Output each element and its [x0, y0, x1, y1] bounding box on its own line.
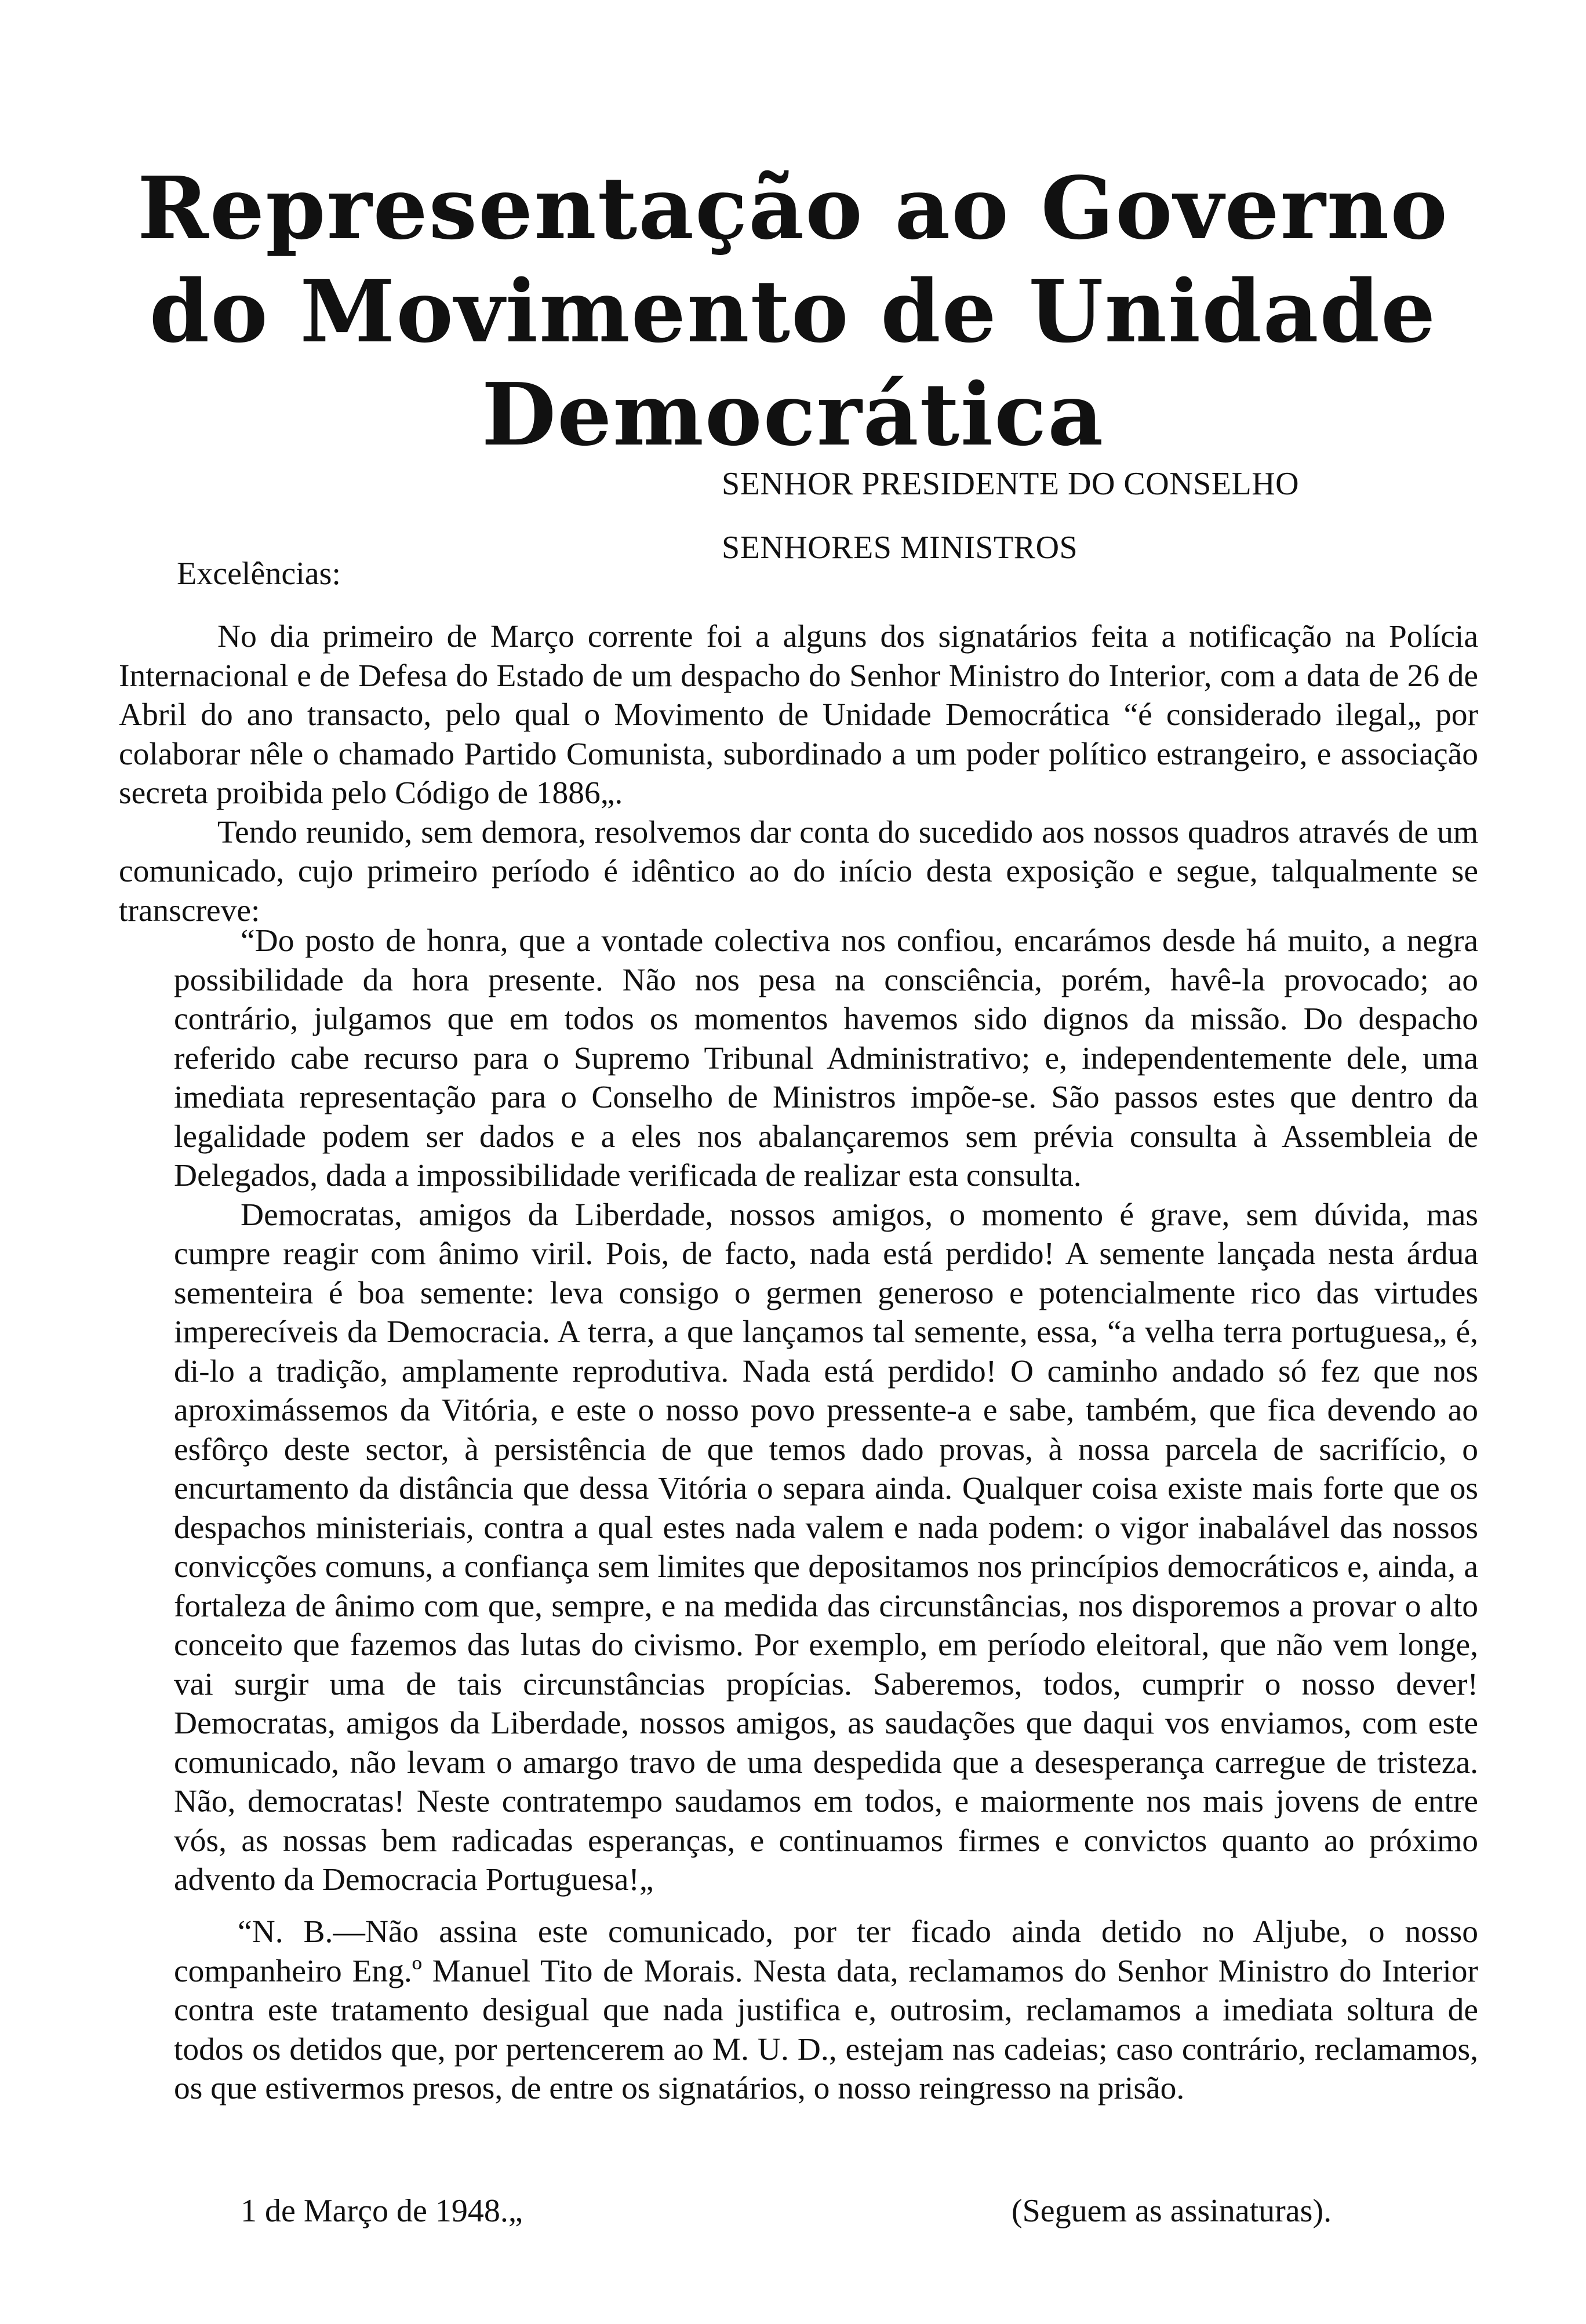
addressee-line: SENHORES MINISTROS: [722, 530, 1078, 566]
document-date: 1 de Março de 1948.„: [241, 2193, 523, 2229]
quote-paragraph: Democratas, amigos da Liberdade, nossos amigos, o momento é grave, sem dúvida, mas cumpre reagir com ânimo viril. Pois, de facto, nada está perdido! A semente lançada nesta árdua sementeira é boa semente: leva consigo o germen generoso e potencialmente rico das virtudes imperecíveis da Democracia. A terra, a que lançamos tal semente, essa, “a velha terra portuguesa„ é, di-lo a tradição, amplamente reprodutiva. Nada está perdido! O caminho andado só fez que nos aproximássemos da Vitória, e este o nosso povo pressente-a e sabe, também, que fica devendo ao esfôrço deste sector, à persistência de que temos dado provas, à nossa parcela de sacrifício, o encurtamento da distância que dessa Vitória o separa ainda. Qualquer coisa existe mais forte que os despachos ministeriais, contra a qual estes nada valem e nada podem: o vigor inabalável das nossos convicções comuns, a confiança sem limites que depositamos nos princípios democráticos e, ainda, a fortaleza de ânimo com que, sempre, e na medida das circunstâncias, nos disporemos a provar o alto conceito que fazemos das lutas do civismo. Por exemplo, em período eleitoral, que não vem longe, vai surgir uma de tais circunstâncias propícias. Saberemos, todos, cumprir o nosso dever! Democratas, amigos da Liberdade, nossos amigos, as saudações que daqui vos enviamos, com este comunicado, não levam o amargo travo de uma despedida que a desesperança carregue de tristeza. Não, democratas! Neste contratempo saudamos em todos, e maiormente nos mais jovens de entre vós, as nossas bem radicadas esperanças, e continuamos firmes e convictos quanto ao próximo advento da Democracia Portuguesa!„: [174, 1197, 1478, 1897]
quote-paragraph: “Do posto de honra, que a vontade colectiva nos confiou, encarámos desde há muito, a negra possibilidade da hora presente. Não nos pesa na consciência, porém, havê-la provocado; ao contrário, julgamos que em todos os momentos havemos sido dignos da missão. Do despacho referido cabe recurso para o Supremo Tribunal Administrativo; e, independentemente dele, uma imediata representação para o Conselho de Ministros impõe-se. São passos estes que dentro da legalidade podem ser dados e a eles nos abalançaremos sem prévia consulta à Assembleia de Delegados, dada a impossibilidade verificada de realizar esta consulta.: [174, 923, 1478, 1193]
title-line: Representação ao Governo: [137, 158, 1449, 258]
nota-bene: [174, 1913, 1478, 2108]
quoted-communique: [174, 921, 1478, 1900]
body-text: [119, 617, 1478, 930]
addressee-line: SENHOR PRESIDENTE DO CONSELHO: [722, 466, 1300, 502]
note-paragraph: “N. B.—Não assina este comunicado, por ter ficado ainda detido no Aljube, o nosso companheiro Eng.º Manuel Tito de Morais. Nesta data, reclamamos do Senhor Ministro do Interior contra este tratamento desigual que nada justifica e, outrosim, reclamamos a imediata soltura de todos os detidos que, por pertencerem ao M. U. D., estejam nas cadeias; caso contrário, reclamamos, os que estivermos presos, de entre os signatários, o nosso reingresso na prisão.: [174, 1914, 1478, 2106]
title-line: do Movimento de Unidade: [149, 261, 1437, 362]
paragraph: Tendo reunido, sem demora, resolvemos dar conta do sucedido aos nossos quadros através de um comunicado, cujo primeiro período é idêntico ao do início desta exposição e segue, talqualmente se transcreve:: [119, 814, 1478, 928]
signatures-note: (Seguem as assinaturas).: [1012, 2193, 1332, 2229]
document-title: [87, 156, 1499, 466]
title-line: Democrática: [481, 364, 1105, 465]
salutation: Excelências:: [177, 556, 341, 592]
paragraph: No dia primeiro de Março corrente foi a alguns dos signatários feita a notificação na Polícia Internacional e de Defesa do Estado de um despacho do Senhor Ministro do Interior, com a data de 26 de Abril do ano transacto, pelo qual o Movimento de Unidade Democrática “é considerado ilegal„ por colaborar nêle o chamado Partido Comunista, subordinado a um poder político estrangeiro, e associação secreta proibida pelo Código de 1886„.: [119, 619, 1478, 811]
